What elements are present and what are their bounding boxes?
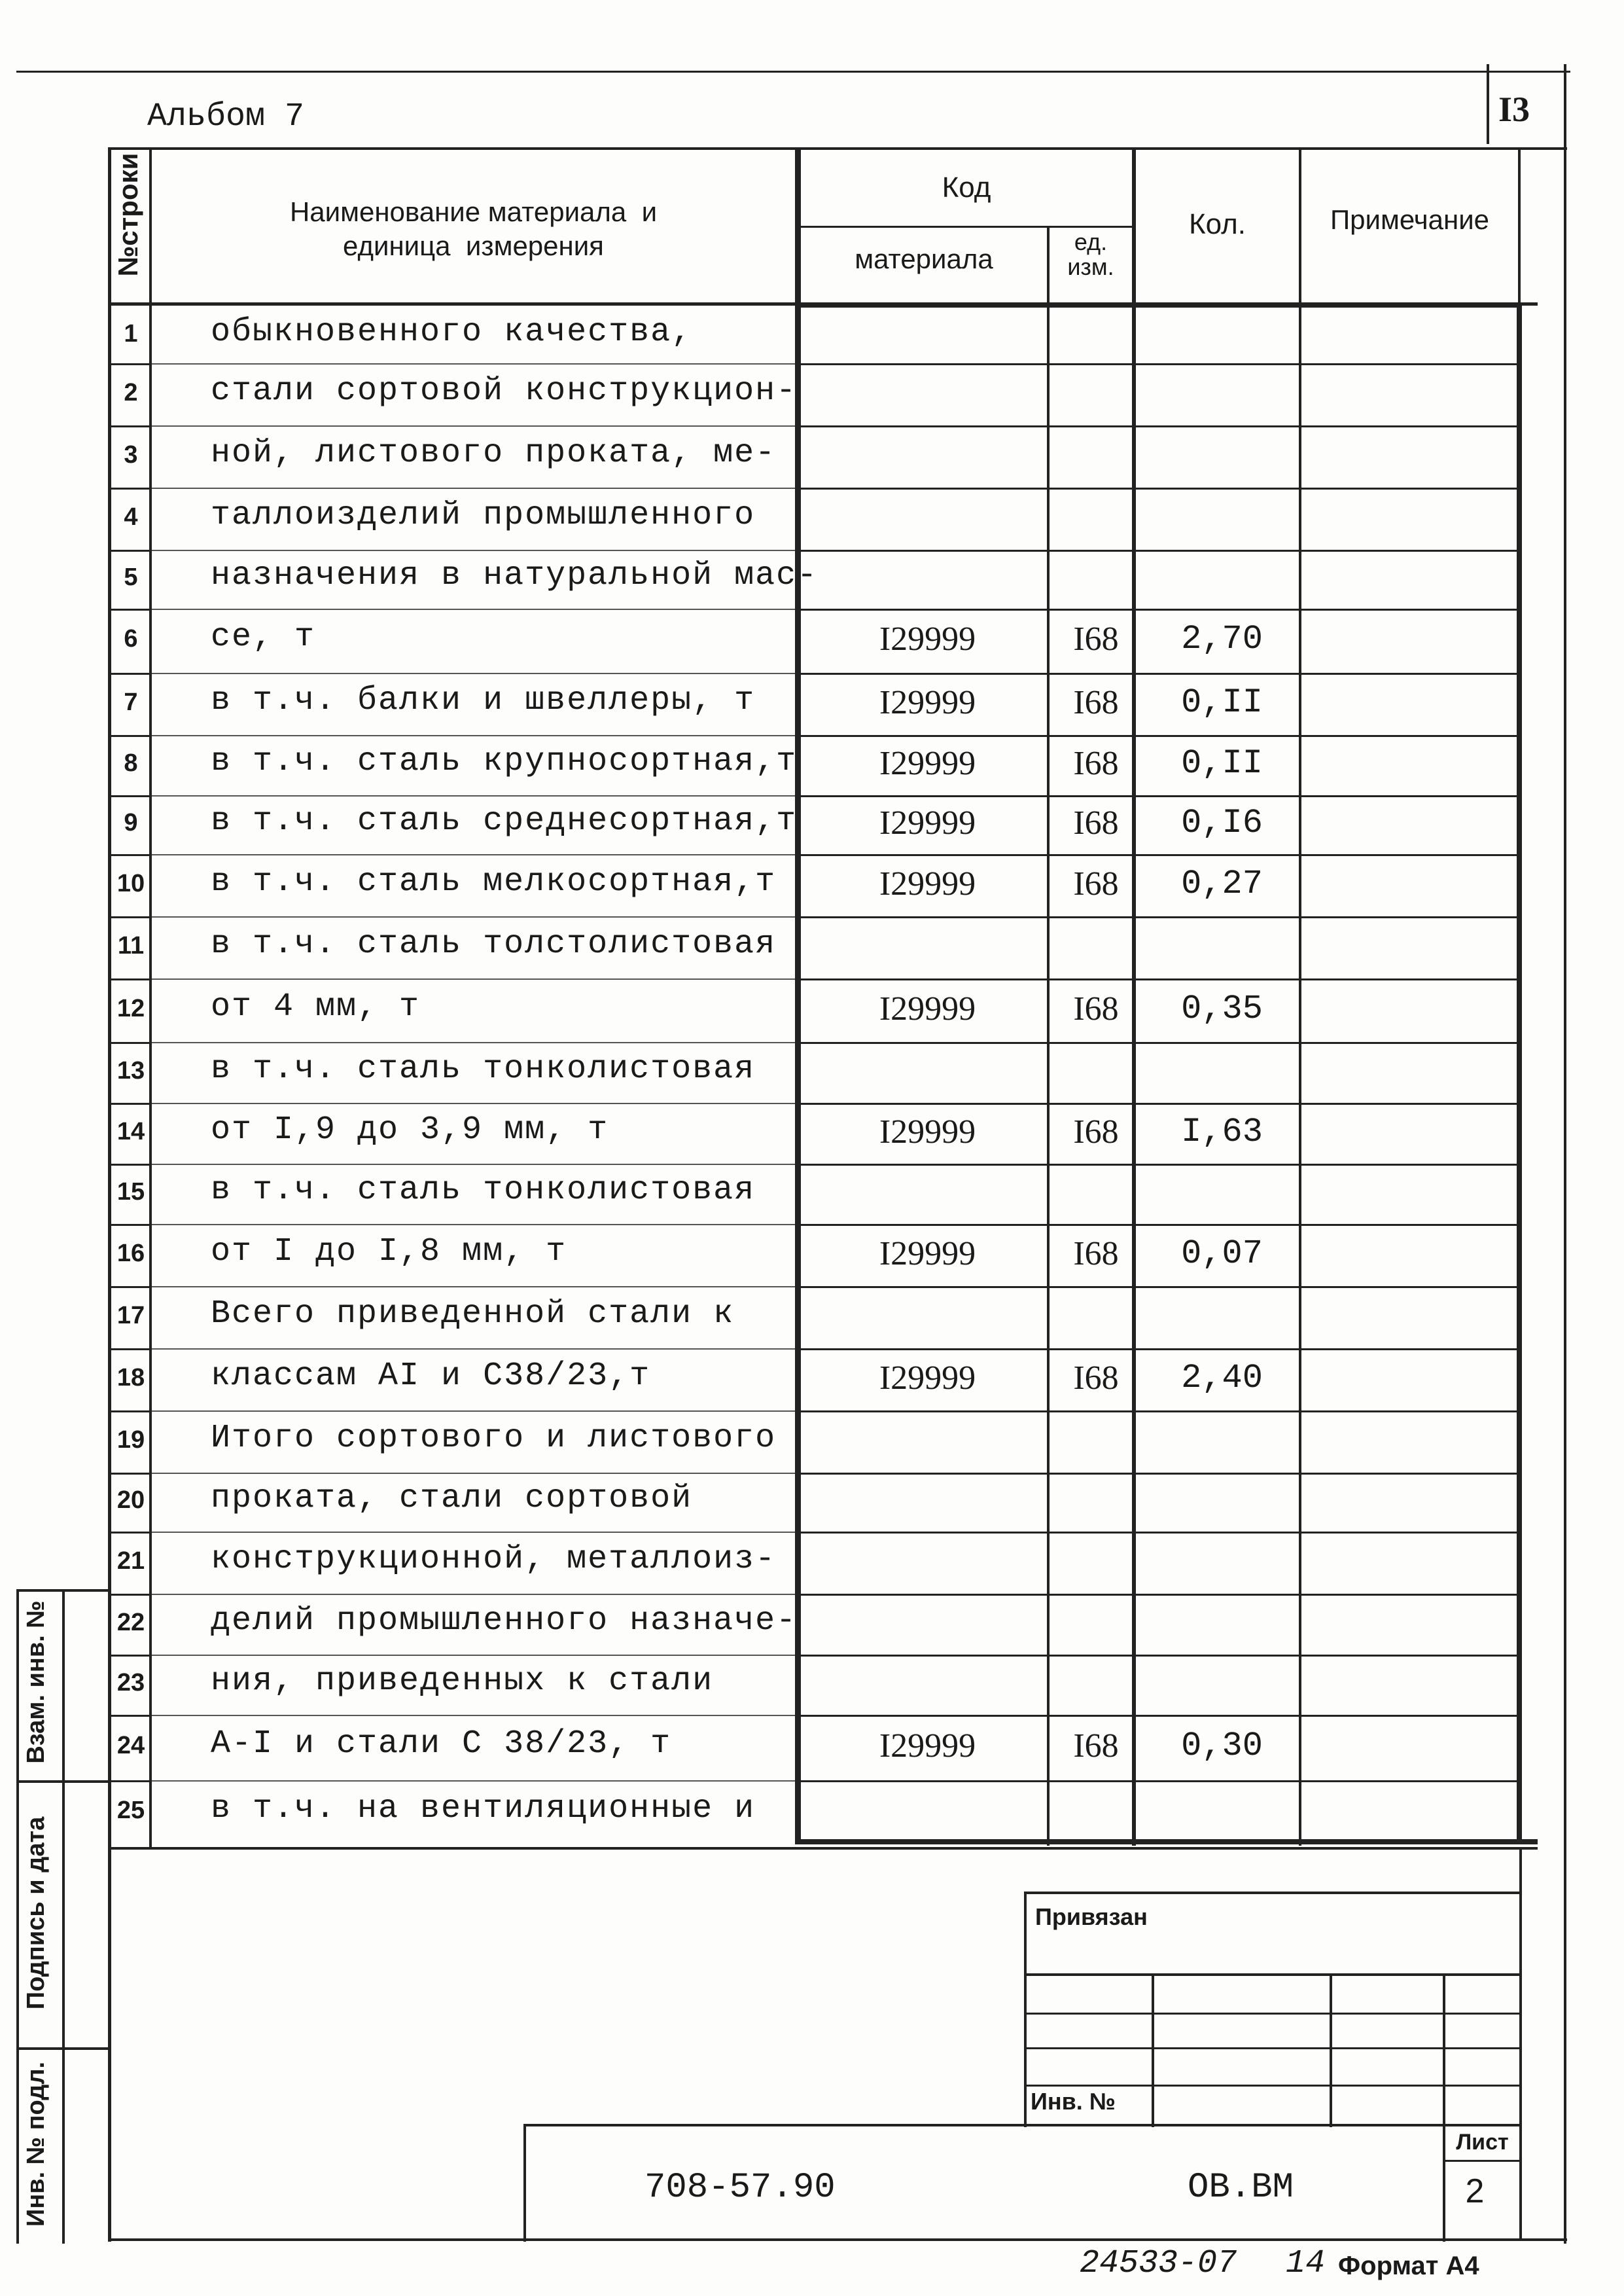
album-label: Альбом 7 (147, 98, 305, 135)
row-number: 17 (116, 1301, 145, 1329)
row-number: 10 (116, 869, 145, 897)
row-qty: 0,II (1181, 744, 1263, 783)
row-name: от I до I,8 мм, т (211, 1232, 567, 1270)
row-name: от I,9 до 3,9 мм, т (211, 1111, 609, 1149)
col-header-row-no: №строки (113, 152, 143, 277)
row-name: таллоизделий промышленного (211, 496, 756, 534)
row-number: 20 (116, 1486, 145, 1514)
row-qty: 0,27 (1181, 864, 1263, 903)
page-number: I3 (1498, 90, 1530, 129)
row-number: 1 (124, 319, 138, 348)
row-name: обыкновенного качества, (211, 313, 693, 351)
row-number: 4 (124, 503, 138, 531)
row-code-material: I29999 (879, 683, 976, 721)
col-header-qty: Кол. (1188, 208, 1246, 240)
sheet-label: Лист (1456, 2130, 1509, 2155)
row-number: 16 (116, 1239, 145, 1267)
col-header-code-material: материала (855, 243, 993, 274)
doc-number: 708-57.90 (644, 2168, 836, 2208)
row-qty: 0,I6 (1181, 804, 1263, 842)
col-header-note: Примечание (1330, 204, 1490, 235)
row-number: 3 (124, 440, 138, 469)
row-number: 21 (116, 1547, 145, 1575)
row-name: се, т (211, 619, 316, 656)
row-qty: 2,70 (1181, 620, 1263, 658)
row-code-unit: I68 (1073, 804, 1119, 842)
row-qty: 0,07 (1181, 1234, 1263, 1273)
col-header-code-unit-2: изм. (1067, 253, 1114, 280)
row-code-material: I29999 (879, 1234, 976, 1272)
row-qty: I,63 (1181, 1112, 1263, 1151)
privyazan-label: Привязан (1035, 1903, 1148, 1930)
row-number: 12 (116, 994, 145, 1022)
row-name: в т.ч. сталь мелкосортная,т (211, 863, 777, 901)
row-name: от 4 мм, т (211, 988, 421, 1026)
row-code-unit: I68 (1073, 620, 1119, 658)
row-number: 11 (117, 931, 145, 960)
row-code-unit: I68 (1073, 1234, 1119, 1272)
row-name: делий промышленного назначе- (211, 1602, 798, 1640)
row-number: 24 (116, 1732, 145, 1759)
row-number: 19 (116, 1426, 145, 1454)
row-code-unit: I68 (1073, 683, 1119, 721)
row-qty: 0,II (1181, 683, 1263, 722)
row-code-material: I29999 (879, 865, 976, 903)
row-number: 15 (116, 1178, 145, 1206)
row-number: 5 (124, 564, 138, 591)
row-code-unit: I68 (1073, 865, 1119, 903)
row-number: 6 (124, 625, 138, 653)
row-code-unit: I68 (1073, 745, 1119, 782)
row-name: А-I и стали С 38/23, т (211, 1725, 672, 1763)
row-code-material: I29999 (879, 1113, 976, 1151)
row-code-material: I29999 (879, 990, 976, 1028)
row-code-material: I29999 (879, 804, 976, 842)
row-qty: 0,30 (1181, 1727, 1263, 1765)
row-name: в т.ч. на вентиляционные и (211, 1790, 756, 1827)
row-name: в т.ч. сталь крупносортная,т (211, 743, 798, 780)
row-name: проката, стали сортовой (211, 1480, 693, 1517)
row-code-unit: I68 (1073, 1113, 1119, 1151)
col-header-code-unit-1: ед. (1074, 228, 1108, 255)
row-name: Итого сортового и листового (211, 1419, 777, 1457)
row-number: 9 (124, 809, 138, 836)
row-name: Всего приведенной стали к (211, 1295, 735, 1333)
row-name: в т.ч. балки и швеллеры, т (211, 681, 756, 719)
row-code-material: I29999 (879, 1359, 976, 1397)
row-number: 22 (116, 1608, 145, 1636)
format-label: Формат А4 (1338, 2251, 1479, 2280)
row-number: 14 (116, 1117, 145, 1145)
row-name: в т.ч. сталь толстолистовая (211, 925, 777, 963)
row-code-material: I29999 (879, 620, 976, 658)
row-number: 23 (116, 1669, 145, 1696)
row-name: ной, листового проката, ме- (211, 434, 777, 472)
row-name: стали сортовой конструкцион- (211, 372, 798, 410)
inv-no-label: Инв. № (1031, 2088, 1116, 2115)
row-name: в т.ч. сталь тонколистовая (211, 1050, 756, 1088)
archive-number: 24533-07 (1080, 2245, 1237, 2282)
row-code-unit: I68 (1073, 1727, 1119, 1765)
row-code-material: I29999 (879, 1727, 976, 1765)
row-number: 8 (124, 749, 138, 777)
row-name: в т.ч. сталь среднесортная,т (211, 802, 798, 840)
row-name: конструкционной, металлоиз- (211, 1540, 777, 1578)
row-number: 13 (116, 1056, 145, 1085)
sheet-value: 2 (1465, 2172, 1485, 2210)
row-qty: 2,40 (1181, 1358, 1263, 1397)
row-qty: 0,35 (1181, 989, 1263, 1028)
row-name: в т.ч. сталь тонколистовая (211, 1172, 756, 1209)
row-number: 7 (124, 688, 138, 716)
stamp-vzam-inv: Взам. инв. № (22, 1600, 50, 1764)
doc-code: ОВ.ВМ (1188, 2168, 1294, 2208)
row-code-material: I29999 (879, 745, 976, 782)
row-number: 25 (116, 1797, 145, 1824)
stamp-inv-podl: Инв. № подл. (22, 2061, 50, 2227)
stamp-podpis-data: Подпись и дата (22, 1816, 50, 2010)
row-name: классам AI и С38/23,т (211, 1357, 651, 1395)
row-name: назначения в натуральной мас- (211, 557, 819, 594)
row-number: 18 (116, 1363, 145, 1391)
archive-page: 14 (1286, 2245, 1326, 2282)
col-header-name-1: Наименование материала и (289, 196, 658, 227)
row-code-unit: I68 (1073, 990, 1119, 1028)
col-header-name-2: единица измерения (343, 230, 604, 261)
row-number: 2 (124, 378, 138, 406)
row-code-unit: I68 (1073, 1359, 1119, 1397)
row-name: ния, приведенных к стали (211, 1662, 714, 1700)
col-header-code: Код (942, 171, 991, 204)
